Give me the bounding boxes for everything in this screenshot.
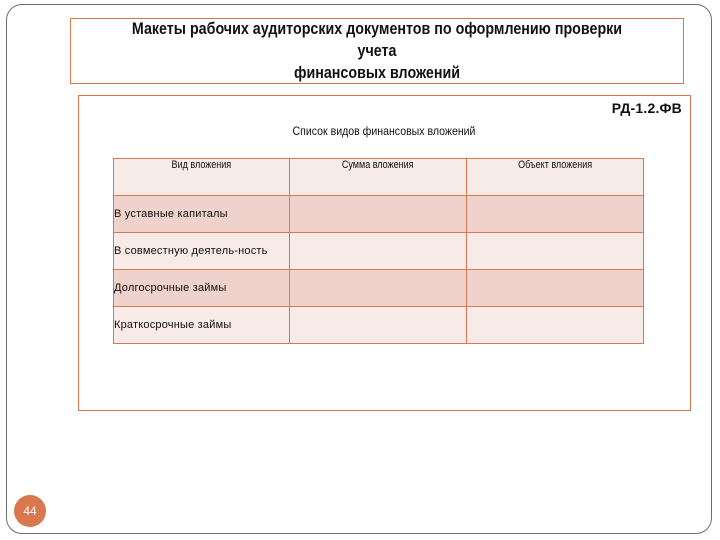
header-investment-type: Вид вложения: [114, 159, 290, 196]
row-type-cell: В совместную деятель-ность: [114, 233, 290, 270]
document-code: РД-1.2.ФВ: [611, 100, 682, 116]
row-object-cell: [467, 196, 644, 233]
table-row: [114, 233, 644, 270]
row-type-cell: Долгосрочные займы: [114, 270, 290, 307]
investments-table: [113, 158, 644, 344]
row-object-cell: [467, 270, 644, 307]
row-amount-cell: [290, 196, 467, 233]
document-panel: [78, 95, 691, 411]
table-row: [114, 196, 644, 233]
row-amount-cell: [290, 270, 467, 307]
table-header-row: [114, 159, 644, 196]
table-caption: Список видов финансовых вложений: [292, 124, 476, 138]
page-number-badge: 44: [14, 495, 46, 527]
slide-title: Макеты рабочих аудиторских документов по оформлению проверки учета финансовых вложений: [131, 19, 623, 82]
table-row: [114, 270, 644, 307]
row-type-cell: Краткосрочные займы: [114, 307, 290, 344]
header-investment-object: Объект вложения: [467, 159, 644, 196]
header-investment-amount: Сумма вложения: [290, 159, 467, 196]
row-object-cell: [467, 307, 644, 344]
row-object-cell: [467, 233, 644, 270]
table-row: [114, 307, 644, 344]
row-amount-cell: [290, 307, 467, 344]
row-type-cell: В уставные капиталы: [114, 196, 290, 233]
row-amount-cell: [290, 233, 467, 270]
title-box: [70, 18, 684, 84]
